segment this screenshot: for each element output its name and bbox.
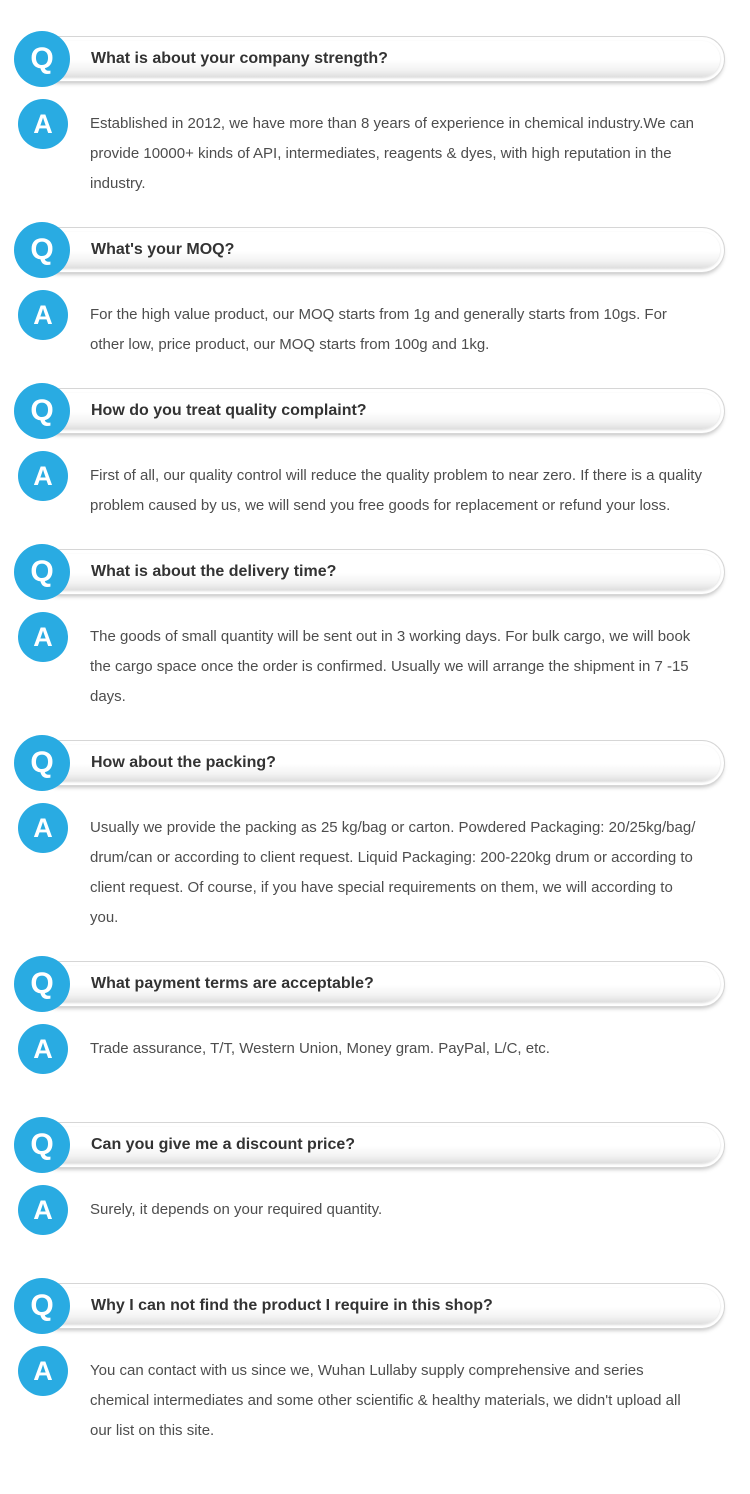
question-bar: [36, 549, 725, 595]
a-badge: A: [18, 290, 68, 340]
faq-item: [0, 740, 750, 933]
question-row: [0, 388, 750, 434]
q-badge: Q: [14, 1117, 70, 1173]
a-badge: A: [18, 1024, 68, 1074]
answer-text: You can contact with us since we, Wuhan Lullaby supply comprehensive and series chemical intermediates and some other scientific & healthy materials, we didn't upload all our list on this site.: [90, 1362, 681, 1439]
question-bar: [36, 36, 725, 82]
a-badge: A: [18, 803, 68, 853]
answer-row: [0, 813, 750, 933]
answer-row: [0, 109, 750, 199]
a-badge: A: [18, 451, 68, 501]
question-text: How do you treat quality complaint?: [91, 402, 367, 419]
question-text: Why I can not find the product I require in this shop?: [91, 1297, 493, 1314]
question-text: What's your MOQ?: [91, 241, 235, 258]
answer-row: [0, 1356, 750, 1446]
a-badge: A: [18, 1346, 68, 1396]
q-badge: Q: [14, 383, 70, 439]
answer-row: [0, 1034, 750, 1078]
faq-item: [0, 549, 750, 712]
question-row: [0, 549, 750, 595]
q-badge: Q: [14, 31, 70, 87]
question-bar: [36, 740, 725, 786]
faq-item: [0, 388, 750, 521]
question-bar: [36, 1122, 725, 1168]
answer-row: [0, 461, 750, 521]
faq-item: [0, 1283, 750, 1446]
question-row: [0, 36, 750, 82]
question-text: What payment terms are acceptable?: [91, 975, 374, 992]
answer-text: Established in 2012, we have more than 8 years of experience in chemical industry.We can provide 10000+ kinds of API, intermediates, reagents & dyes, with high reputation in the industry.: [90, 115, 694, 192]
question-text: What is about the delivery time?: [91, 563, 337, 580]
question-bar: [36, 1283, 725, 1329]
question-text: How about the packing?: [91, 754, 276, 771]
question-text: Can you give me a discount price?: [91, 1136, 356, 1153]
question-text: What is about your company strength?: [91, 50, 388, 67]
answer-text: For the high value product, our MOQ starts from 1g and generally starts from 10gs. For other low, price product, our MOQ starts from 100g and 1kg.: [90, 306, 667, 353]
q-badge: Q: [14, 956, 70, 1012]
answer-text: Trade assurance, T/T, Western Union, Money gram. PayPal, L/C, etc.: [90, 1040, 550, 1057]
question-row: [0, 1283, 750, 1329]
faq-item: [0, 36, 750, 199]
question-row: [0, 1122, 750, 1168]
a-badge: A: [18, 612, 68, 662]
a-badge: A: [18, 1185, 68, 1235]
faq-item: [0, 961, 750, 1078]
answer-text: Usually we provide the packing as 25 kg/bag or carton. Powdered Packaging: 20/25kg/bag/ drum/can or according to client request. Liquid Packaging: 200-220kg drum or according to client request. Of course, if you have special requirements on them, we will according to you.: [90, 819, 696, 926]
question-bar: [36, 227, 725, 273]
faq-item: [0, 1122, 750, 1239]
faq-item: [0, 227, 750, 360]
answer-text: The goods of small quantity will be sent out in 3 working days. For bulk cargo, we will book the cargo space once the order is confirmed. Usually we will arrange the shipment in 7 -15 days.: [90, 628, 691, 705]
faq-section: [0, 36, 750, 1446]
q-badge: Q: [14, 222, 70, 278]
answer-row: [0, 622, 750, 712]
question-row: [0, 740, 750, 786]
question-row: [0, 227, 750, 273]
answer-text: First of all, our quality control will reduce the quality problem to near zero. If there is a quality problem caused by us, we will send you free goods for replacement or refund your loss.: [90, 467, 702, 514]
answer-text: Surely, it depends on your required quantity.: [90, 1201, 383, 1218]
q-badge: Q: [14, 544, 70, 600]
question-bar: [36, 388, 725, 434]
answer-row: [0, 300, 750, 360]
q-badge: Q: [14, 1278, 70, 1334]
q-badge: Q: [14, 735, 70, 791]
a-badge: A: [18, 99, 68, 149]
question-bar: [36, 961, 725, 1007]
answer-row: [0, 1195, 750, 1239]
question-row: [0, 961, 750, 1007]
